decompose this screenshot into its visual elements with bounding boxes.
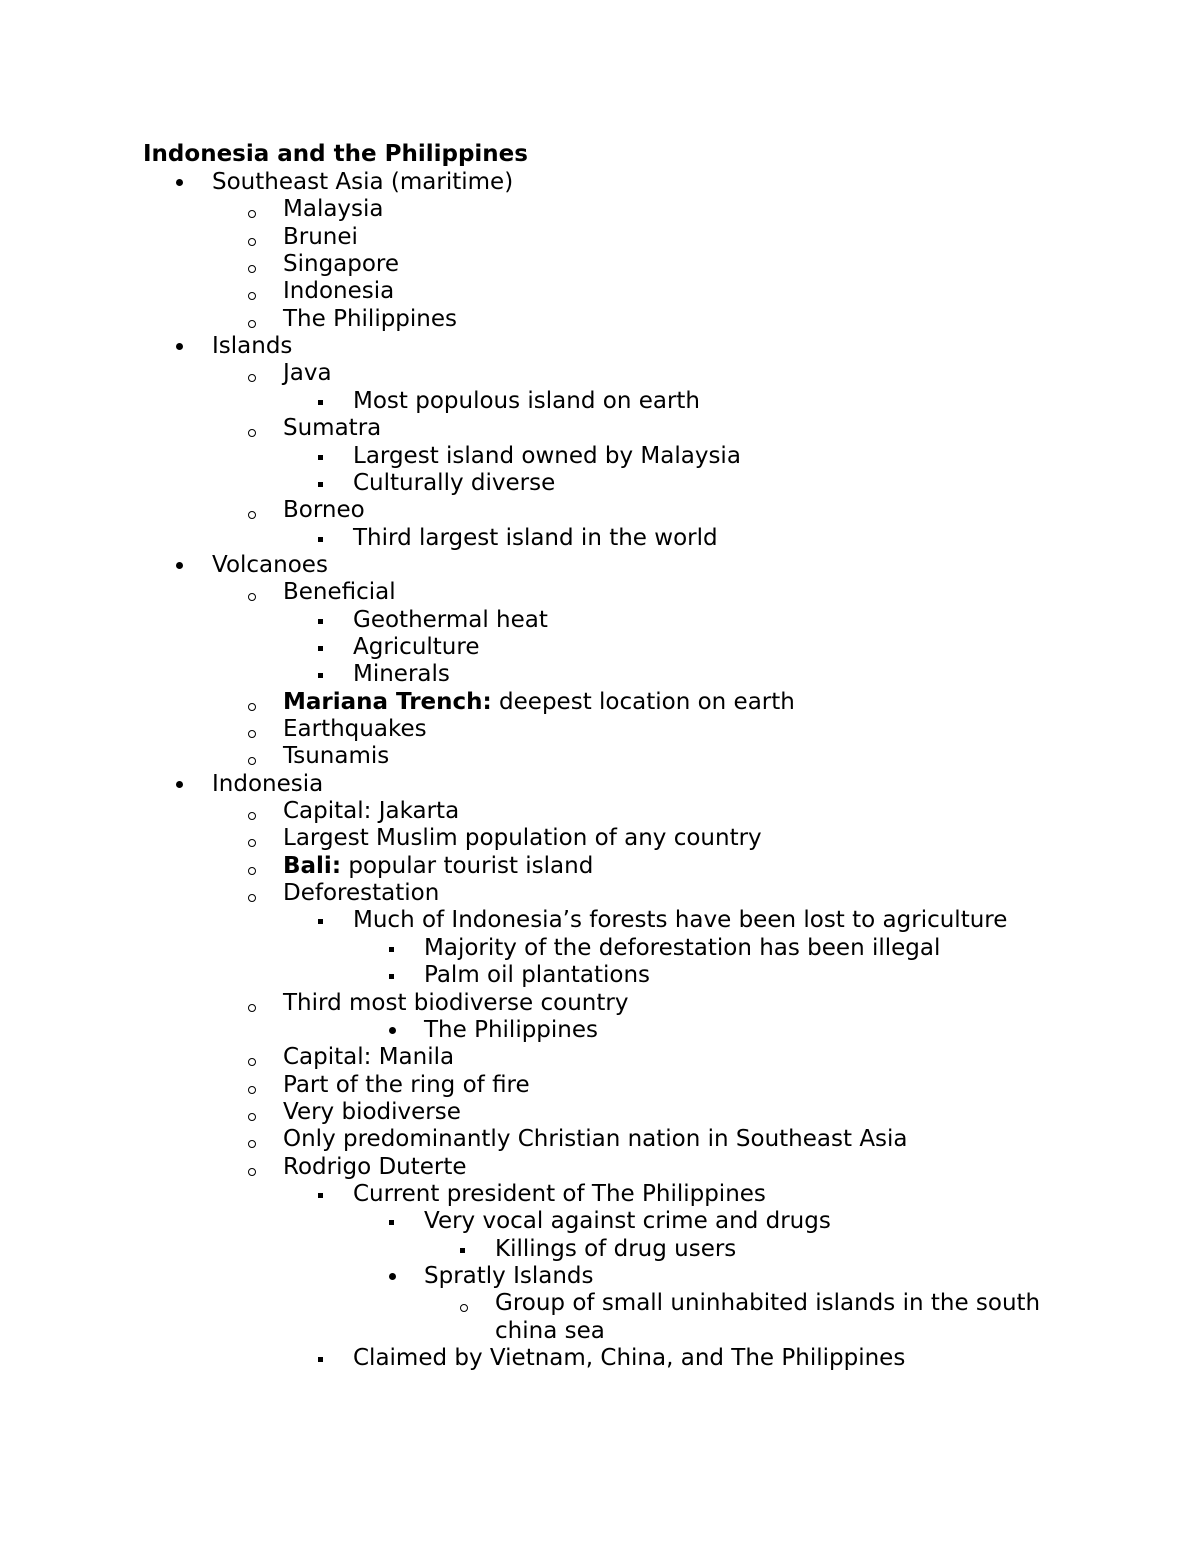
- square-bullet-icon: [318, 455, 323, 460]
- list-item: [353, 469, 555, 497]
- list-item: [212, 332, 292, 360]
- list-item-text: Third largest island in the world: [353, 524, 718, 551]
- list-item-text: Only predominantly Christian nation in Southeast Asia: [283, 1126, 908, 1153]
- list-item: [283, 250, 399, 278]
- list-item-text: Very vocal against crime and drugs: [424, 1208, 831, 1235]
- list-item: [283, 797, 459, 825]
- list-item-text: Part of the ring of fire: [283, 1071, 530, 1098]
- circle-bullet-icon: [248, 1113, 256, 1121]
- disc-bullet-icon: [389, 1027, 396, 1034]
- list-item-text: Majority of the deforestation has been illegal: [424, 934, 941, 961]
- circle-bullet-icon: [248, 730, 256, 738]
- list-item-definition: popular tourist island: [341, 852, 594, 879]
- list-item: [283, 688, 795, 716]
- list-item: [283, 852, 593, 880]
- list-item: [283, 414, 381, 442]
- list-item: [353, 1344, 905, 1372]
- list-item-text: Deforestation: [283, 880, 440, 907]
- list-item: [353, 442, 741, 470]
- list-item: [283, 989, 628, 1017]
- square-bullet-icon: [460, 1248, 465, 1253]
- square-bullet-icon: [318, 619, 323, 624]
- list-item-text: Malaysia: [283, 196, 384, 223]
- list-item-text: Singapore: [283, 251, 400, 278]
- list-item-text: Java: [283, 360, 332, 387]
- disc-bullet-icon: [176, 562, 183, 569]
- square-bullet-icon: [318, 482, 323, 487]
- square-bullet-icon: [318, 646, 323, 651]
- list-item: [212, 168, 513, 196]
- square-bullet-icon: [318, 919, 323, 924]
- list-item: [353, 906, 1007, 934]
- circle-bullet-icon: [248, 703, 256, 711]
- list-item: [283, 359, 332, 387]
- list-item: [424, 1262, 594, 1290]
- list-item: [283, 578, 396, 606]
- list-item-text: Volcanoes: [212, 551, 328, 578]
- list-item-text: Agriculture: [353, 633, 480, 660]
- list-item: [283, 277, 394, 305]
- document-title: Indonesia and the Philippines: [143, 141, 528, 167]
- square-bullet-icon: [389, 947, 394, 952]
- list-item: [283, 742, 389, 770]
- list-item: [353, 524, 718, 552]
- list-item-text: Third most biodiverse country: [283, 989, 629, 1016]
- disc-bullet-icon: [176, 781, 183, 788]
- list-item-text: Very biodiverse: [283, 1098, 461, 1125]
- list-item: [495, 1289, 1040, 1317]
- list-item-text: The Philippines: [424, 1016, 599, 1043]
- list-item-definition: deepest location on earth: [491, 688, 795, 715]
- list-item-text: Geothermal heat: [353, 606, 548, 633]
- list-item-text: Most populous island on earth: [353, 387, 701, 414]
- list-item: [283, 824, 762, 852]
- disc-bullet-icon: [176, 179, 183, 186]
- list-item-text: Much of Indonesia’s forests have been lost to agriculture: [353, 907, 1008, 934]
- list-item: [283, 715, 427, 743]
- list-item: [283, 1098, 461, 1126]
- list-item-text: Group of small uninhabited islands in the south: [495, 1290, 1041, 1317]
- list-item-text: Indonesia: [283, 278, 395, 305]
- list-item: [424, 961, 650, 989]
- circle-bullet-icon: [248, 894, 256, 902]
- list-item-text: Largest Muslim population of any country: [283, 825, 762, 852]
- list-item-text: Southeast Asia (maritime): [212, 169, 514, 195]
- square-bullet-icon: [318, 1193, 323, 1198]
- square-bullet-icon: [389, 1220, 394, 1225]
- list-item-text: Capital: Jakarta: [283, 798, 460, 825]
- list-item: [283, 879, 439, 907]
- list-item-text: Islands: [212, 333, 293, 360]
- list-item-text: Rodrigo Duterte: [283, 1153, 467, 1180]
- list-item-text: The Philippines: [283, 305, 458, 332]
- list-item-text: Minerals: [353, 661, 450, 688]
- list-item: [283, 305, 457, 333]
- circle-bullet-icon: [248, 374, 256, 382]
- list-item-text: Earthquakes: [283, 716, 427, 742]
- list-item: [212, 551, 328, 579]
- circle-bullet-icon: [460, 1304, 468, 1312]
- square-bullet-icon: [318, 673, 323, 678]
- list-item-text: Culturally diverse: [353, 469, 556, 496]
- list-item: [353, 1180, 766, 1208]
- disc-bullet-icon: [176, 343, 183, 350]
- list-item: [283, 1153, 467, 1181]
- circle-bullet-icon: [248, 320, 256, 328]
- list-item-text: Sumatra: [283, 415, 382, 442]
- circle-bullet-icon: [248, 1058, 256, 1066]
- list-item: [283, 1071, 530, 1099]
- list-item-text: Tsunamis: [283, 743, 390, 770]
- list-item-text: Brunei: [283, 223, 358, 250]
- list-item: [283, 223, 358, 251]
- list-item: [353, 660, 450, 688]
- list-item-term: Bali:: [283, 852, 342, 879]
- list-item: [283, 496, 365, 524]
- circle-bullet-icon: [248, 1140, 256, 1148]
- list-item-text: Claimed by Vietnam, China, and The Philippines: [353, 1345, 906, 1372]
- circle-bullet-icon: [248, 429, 256, 437]
- list-item: [495, 1235, 736, 1263]
- disc-bullet-icon: [389, 1273, 396, 1280]
- list-item: [424, 1016, 598, 1044]
- list-item: [212, 770, 323, 798]
- circle-bullet-icon: [248, 238, 256, 246]
- list-item-text: [283, 853, 593, 879]
- square-bullet-icon: [318, 1357, 323, 1362]
- list-item: [283, 195, 384, 223]
- circle-bullet-icon: [248, 867, 256, 875]
- list-item: [353, 606, 548, 634]
- circle-bullet-icon: [248, 1168, 256, 1176]
- circle-bullet-icon: [248, 210, 256, 218]
- list-item-term: Mariana Trench:: [283, 688, 492, 715]
- list-item: [353, 633, 480, 661]
- square-bullet-icon: [318, 537, 323, 542]
- circle-bullet-icon: [248, 511, 256, 519]
- list-item-text: Killings of drug users: [495, 1235, 737, 1262]
- circle-bullet-icon: [248, 593, 256, 601]
- list-item-text: Current president of The Philippines: [353, 1180, 766, 1207]
- list-item: [283, 1125, 908, 1153]
- list-item-text: Palm oil plantations: [424, 962, 651, 989]
- circle-bullet-icon: [248, 839, 256, 847]
- list-item: [353, 387, 700, 415]
- list-item-text: Spratly Islands: [424, 1263, 594, 1289]
- square-bullet-icon: [318, 400, 323, 405]
- list-item-text: Capital: Manila: [283, 1044, 455, 1071]
- circle-bullet-icon: [248, 812, 256, 820]
- list-item-text: china sea: [495, 1317, 605, 1344]
- circle-bullet-icon: [248, 757, 256, 765]
- list-item: [424, 934, 940, 962]
- circle-bullet-icon: [248, 265, 256, 273]
- list-item-text: [283, 689, 795, 715]
- square-bullet-icon: [389, 974, 394, 979]
- list-item-text: Borneo: [283, 497, 365, 524]
- list-item: [424, 1207, 831, 1235]
- list-item-text: Largest island owned by Malaysia: [353, 442, 741, 469]
- circle-bullet-icon: [248, 1086, 256, 1094]
- circle-bullet-icon: [248, 292, 256, 300]
- list-item-text: Indonesia: [212, 770, 324, 797]
- list-item-text: Beneficial: [283, 579, 396, 606]
- list-item: [283, 1043, 454, 1071]
- list-item: [495, 1317, 605, 1345]
- circle-bullet-icon: [248, 1004, 256, 1012]
